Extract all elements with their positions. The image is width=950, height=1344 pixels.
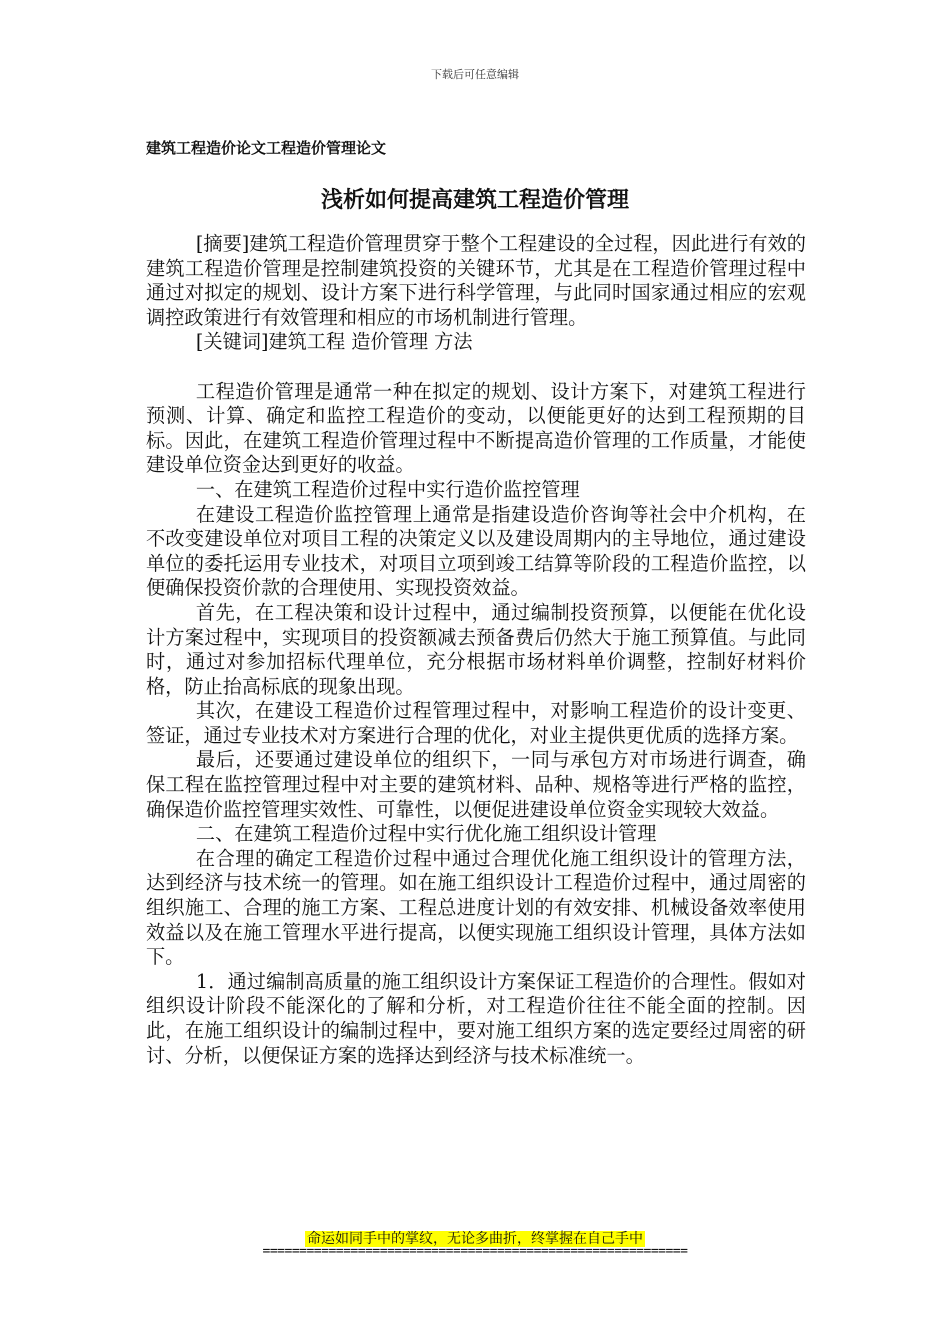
body-paragraph: 其次，在建设工程造价过程管理过程中，对影响工程造价的设计变更、签证，通过专业技术对方案进行合理的优化，对业主提供更优质的选择方案。: [146, 699, 806, 747]
document-body: [146, 232, 806, 1068]
body-paragraph: 首先，在工程决策和设计过程中，通过编制投资预算，以便能在优化设计方案过程中，实现项目的投资额减去预备费后仍然大于施工预算值。与此同时，通过对参加招标代理单位，充分根据市场材料单价调整，控制好材料价格，防止抬高标底的现象出现。: [146, 600, 806, 698]
footer-rule: ==========================================================: [262, 1244, 688, 1259]
abstract-paragraph: [摘要]建筑工程造价管理贯穿于整个工程建设的全过程，因此进行有效的建筑工程造价管理是控制建筑投资的关键环节，尤其是在工程造价管理过程中通过对拟定的规划、设计方案下进行科学管理，与此同时国家通过相应的宏观调控政策进行有效管理和相应的市场机制进行管理。: [146, 232, 806, 329]
header-note: 下载后可任意编辑: [431, 68, 519, 81]
body-paragraph: 最后，还要通过建设单位的组织下，一同与承包方对市场进行调查，确保工程在监控管理过程中对主要的建筑材料、品种、规格等进行严格的监控，确保造价监控管理实效性、可靠性，以便促进建设单位资金实现较大效益。: [146, 748, 806, 821]
document-title: 浅析如何提高建筑工程造价管理: [320, 187, 629, 213]
document-category: 建筑工程造价论文工程造价管理论文: [146, 139, 387, 157]
footer-motto: 命运如同手中的掌纹，无论多曲折，终掌握在自己手中: [307, 1231, 643, 1247]
body-paragraph: 1．通过编制高质量的施工组织设计方案保证工程造价的合理性。假如对组织设计阶段不能深化的了解和分析，对工程造价往往不能全面的控制。因此，在施工组织设计的编制过程中，要对施工组织方案的选定要经过周密的研讨、分析，以便保证方案的选择达到经济与技术标准统一。: [146, 969, 806, 1067]
section-heading: 二、在建筑工程造价过程中实行优化施工组织设计管理: [195, 822, 657, 846]
paragraph-gap: [146, 355, 806, 380]
keywords-paragraph: [关键词]建筑工程 造价管理 方法: [195, 330, 473, 354]
body-paragraph: 在建设工程造价监控管理上通常是指建设造价咨询等社会中介机构，在不改变建设单位对项目工程的决策定义以及建设周期内的主导地位，通过建设单位的委托运用专业技术，对项目立项到竣工结算等阶段的工程造价监控，以便确保投资价款的合理使用、实现投资效益。: [146, 502, 806, 600]
section-heading: 一、在建筑工程造价过程中实行造价监控管理: [195, 477, 580, 501]
body-paragraph: 在合理的确定工程造价过程中通过合理优化施工组织设计的管理方法，达到经济与技术统一的管理。如在施工组织设计工程造价过程中，通过周密的组织施工、合理的施工方案、工程总进度计划的有效安排、机械设备效率使用效益以及在施工管理水平进行提高，以便实现施工组织设计管理，具体方法如下。: [146, 846, 806, 969]
body-paragraph: 工程造价管理是通常一种在拟定的规划、设计方案下，对建筑工程进行预测、计算、确定和监控工程造价的变动，以便能更好的达到工程预期的目标。因此，在建筑工程造价管理过程中不断提高造价管理的工作质量，才能使建设单位资金达到更好的收益。: [146, 379, 806, 477]
